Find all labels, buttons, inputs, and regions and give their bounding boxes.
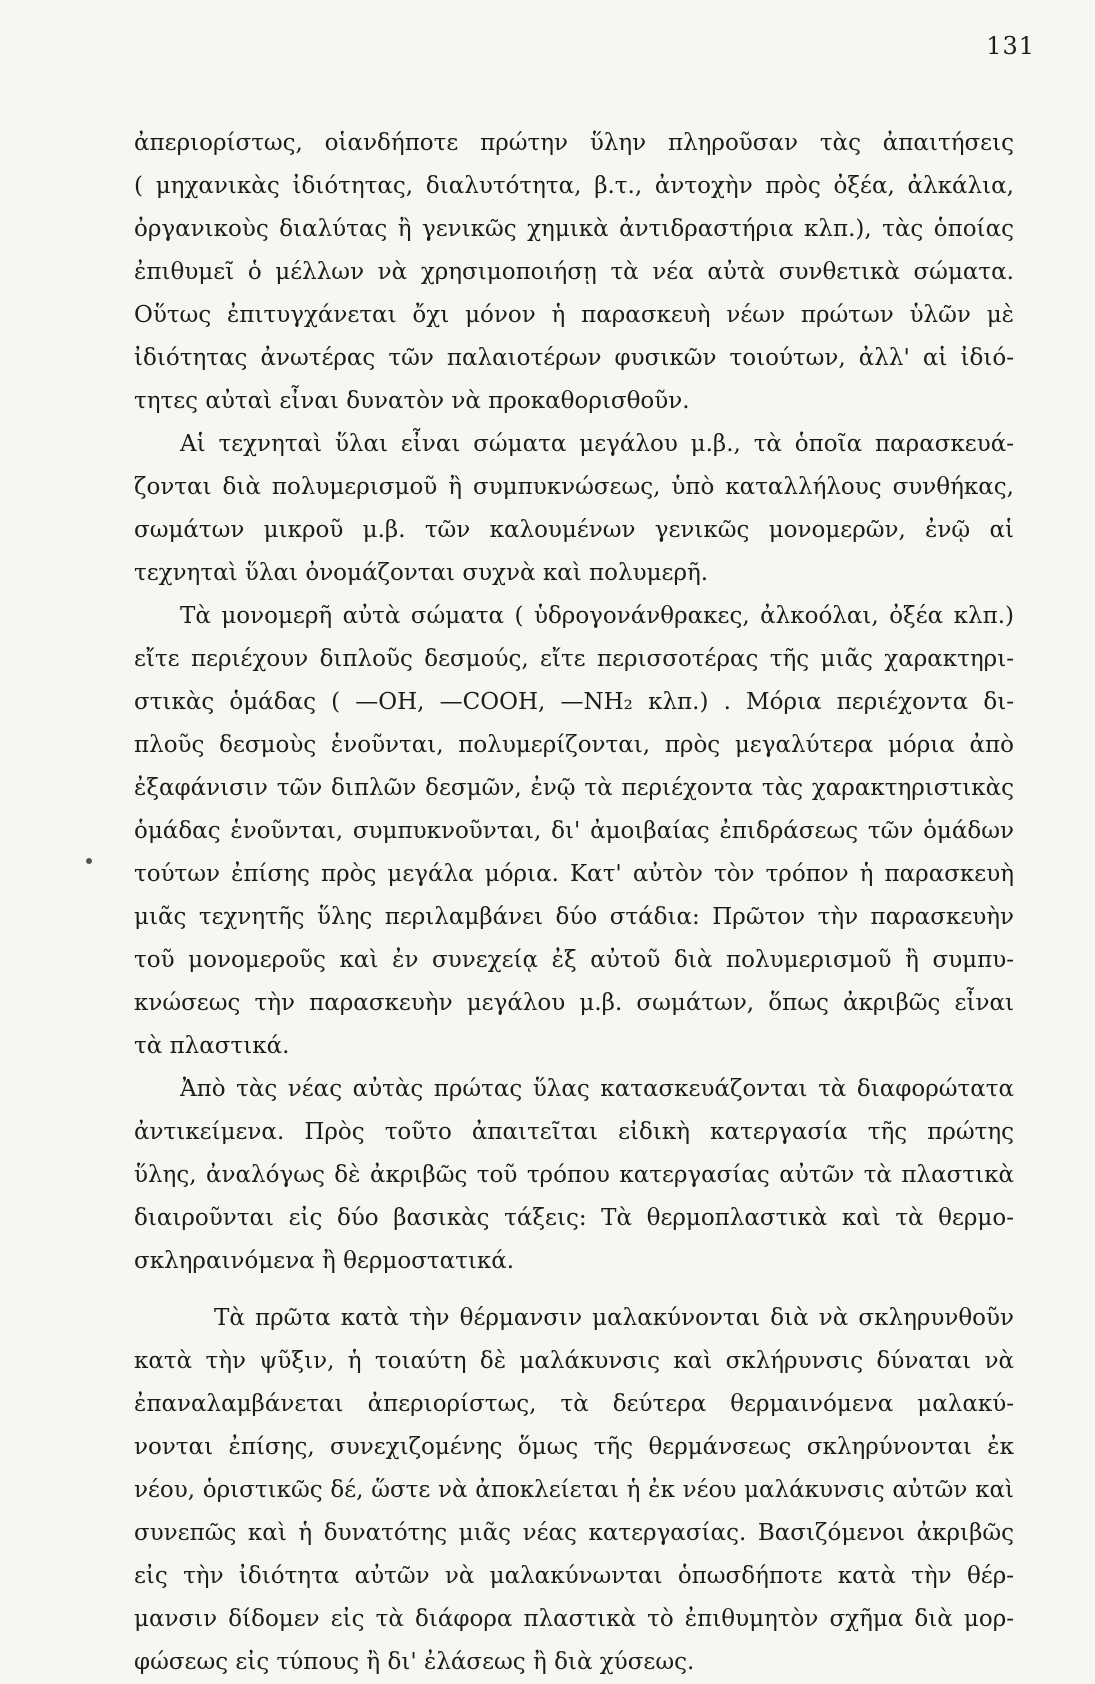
text-line: Αἱ τεχνηταὶ ὕλαι εἶναι σώματα μεγάλου μ.β., τὰ ὁποῖα παρασκευά- <box>180 431 1014 457</box>
text-line: τοῦ μονομεροῦς καὶ ἐν συνεχείᾳ ἐξ αὐτοῦ διὰ πολυμερισμοῦ ἢ συμπυ- <box>134 947 1014 973</box>
text-line: ὁμάδας ἑνοῦνται, συμπυκνοῦνται, δι' ἀμοιβαίας ἐπιδράσεως τῶν ὁμάδων <box>134 818 1014 844</box>
text-line: στικὰς ὁμάδας ( —OH, —COOH, —NH₂ κλπ.) . Μόρια περιέχοντα δι- <box>134 689 1014 715</box>
text-line: διαιροῦνται εἰς δύο βασικὰς τάξεις: Τὰ θερμοπλαστικὰ καὶ τὰ θερμο- <box>134 1205 1014 1231</box>
text-line: εἰς τὴν ἰδιότητα αὐτῶν νὰ μαλακύνωνται ὁπωσδήποτε κατὰ τὴν θέρ- <box>134 1563 1014 1589</box>
text-line: σωμάτων μικροῦ μ.β. τῶν καλουμένων γενικῶς μονομερῶν, ἐνῷ αἱ <box>134 517 1014 543</box>
text-line: Ἀπὸ τὰς νέας αὐτὰς πρώτας ὕλας κατασκευάζονται τὰ διαφορώτατα <box>180 1076 1014 1102</box>
text-line: ζονται διὰ πολυμερισμοῦ ἢ συμπυκνώσεως, ὑπὸ καταλλήλους συνθήκας, <box>134 474 1014 500</box>
text-line: εἴτε περιέχουν διπλοῦς δεσμούς, εἴτε περισσοτέρας τῆς μιᾶς χαρακτηρι- <box>134 646 1014 672</box>
text-line: σκληραινόμενα ἢ θερμοστατικά. <box>134 1248 515 1274</box>
text-line: ( μηχανικὰς ἰδιότητας, διαλυτότητα, β.τ., ἀντοχὴν πρὸς ὀξέα, ἀλκάλια, <box>134 173 1014 199</box>
margin-mark <box>86 858 92 864</box>
text-line: τούτων ἐπίσης πρὸς μεγάλα μόρια. Κατ' αὐτὸν τὸν τρόπον ἡ παρασκευὴ <box>134 861 1014 887</box>
body-text <box>134 122 1014 1684</box>
text-line: Οὕτως ἐπιτυγχάνεται ὄχι μόνον ἡ παρασκευὴ νέων πρώτων ὑλῶν μὲ <box>134 302 1014 328</box>
text-line: φώσεως εἰς τύπους ἢ δι' ἐλάσεως ἢ διὰ χύσεως. <box>134 1649 695 1675</box>
text-line: ἀπεριορίστως, οἱανδήποτε πρώτην ὕλην πληροῦσαν τὰς ἀπαιτήσεις <box>134 130 1014 156</box>
text-line: ὀργανικοὺς διαλύτας ἢ γενικῶς χημικὰ ἀντιδραστήρια κλπ.), τὰς ὁποίας <box>134 216 1014 242</box>
text-line: ἐπαναλαμβάνεται ἀπεριορίστως, τὰ δεύτερα θερμαινόμενα μαλακύ- <box>134 1391 1014 1417</box>
text-line: συνεπῶς καὶ ἡ δυνατότης μιᾶς νέας κατεργασίας. Βασιζόμενοι ἀκριβῶς <box>134 1520 1014 1546</box>
text-line: τὰ πλαστικά. <box>134 1033 290 1059</box>
text-line: Τὰ πρῶτα κατὰ τὴν θέρμανσιν μαλακύνονται διὰ νὰ σκληρυνθοῦν <box>214 1305 1014 1331</box>
text-line: μιᾶς τεχνητῆς ὕλης περιλαμβάνει δύο στάδια: Πρῶτον τὴν παρασκευὴν <box>134 904 1014 930</box>
text-line: μανσιν δίδομεν εἰς τὰ διάφορα πλαστικὰ τὸ ἐπιθυμητὸν σχῆμα διὰ μορ- <box>134 1606 1014 1632</box>
text-line: κνώσεως τὴν παρασκευὴν μεγάλου μ.β. σωμάτων, ὅπως ἀκριβῶς εἶναι <box>134 990 1014 1016</box>
paragraph-gap <box>134 1283 1014 1297</box>
text-line: κατὰ τὴν ψῦξιν, ἡ τοιαύτη δὲ μαλάκυνσις καὶ σκλήρυνσις δύναται νὰ <box>134 1348 1014 1374</box>
page-number: 131 <box>986 32 1035 60</box>
text-line: τεχνηταὶ ὕλαι ὀνομάζονται συχνὰ καὶ πολυμερῆ. <box>134 560 709 586</box>
text-line: ἐπιθυμεῖ ὁ μέλλων νὰ χρησιμοποιήσῃ τὰ νέα αὐτὰ συνθετικὰ σώματα. <box>134 259 1014 285</box>
text-line: ὕλης, ἀναλόγως δὲ ἀκριβῶς τοῦ τρόπου κατεργασίας αὐτῶν τὰ πλαστικὰ <box>134 1162 1014 1188</box>
text-line: ἐξαφάνισιν τῶν διπλῶν δεσμῶν, ἐνῷ τὰ περιέχοντα τὰς χαρακτηριστικὰς <box>134 775 1014 801</box>
text-line: νονται ἐπίσης, συνεχιζομένης ὅμως τῆς θερμάνσεως σκληρύνονται ἐκ <box>134 1434 1014 1460</box>
text-line: τητες αὐταὶ εἶναι δυνατὸν νὰ προκαθορισθοῦν. <box>134 388 690 414</box>
text-line: πλοῦς δεσμοὺς ἑνοῦνται, πολυμερίζονται, πρὸς μεγαλύτερα μόρια ἀπὸ <box>134 732 1014 758</box>
text-line: Τὰ μονομερῆ αὐτὰ σώματα ( ὑδρογονάνθρακες, ἀλκοόλαι, ὀξέα κλπ.) <box>180 603 1014 629</box>
text-line: νέου, ὁριστικῶς δέ, ὥστε νὰ ἀποκλείεται ἡ ἐκ νέου μαλάκυνσις αὐτῶν καὶ <box>134 1477 1014 1503</box>
text-line: ἰδιότητας ἀνωτέρας τῶν παλαιοτέρων φυσικῶν τοιούτων, ἀλλ' αἱ ἰδιό- <box>134 345 1014 371</box>
text-line: ἀντικείμενα. Πρὸς τοῦτο ἀπαιτεῖται εἰδικὴ κατεργασία τῆς πρώτης <box>134 1119 1014 1145</box>
